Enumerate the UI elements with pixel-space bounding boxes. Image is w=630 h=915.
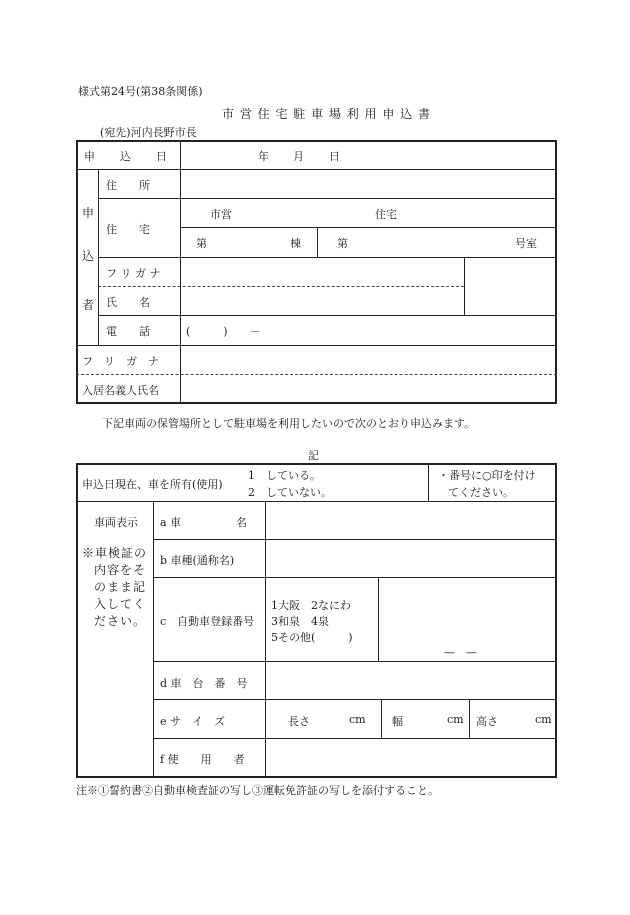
length-label: 長さ bbox=[288, 715, 310, 728]
vehicle-note-2: 内容をそ bbox=[94, 563, 147, 577]
own-label: 申込日現在、車を所有(使用) bbox=[82, 478, 223, 491]
own-note-1: ・番号に○印を付け bbox=[438, 469, 536, 482]
applicant-char-3: 者 bbox=[82, 298, 95, 312]
row-c-label: c 自動車登録番号 bbox=[160, 615, 255, 628]
height-unit: cm bbox=[535, 713, 552, 726]
page-title: 市 営 住 宅 駐 車 場 利 用 申 込 書 bbox=[222, 107, 431, 121]
vehicle-display-label: 車両表示 bbox=[94, 516, 138, 529]
vehicle-note-4: 入してく bbox=[94, 597, 147, 611]
room-prefix: 第 bbox=[337, 237, 348, 250]
furigana2-label: フ リ ガ ナ bbox=[82, 355, 159, 368]
reg-option-3: 5その他( ) bbox=[271, 631, 353, 644]
address-label: 住 所 bbox=[106, 179, 150, 192]
applicant-char-1: 申 bbox=[82, 206, 95, 220]
row-f-label: f 使 用 者 bbox=[160, 753, 245, 766]
furigana-label: フ リ ガ ナ bbox=[106, 267, 161, 280]
width-unit: cm bbox=[447, 713, 464, 726]
date-day: 日 bbox=[329, 150, 340, 163]
width-label: 幅 bbox=[392, 715, 403, 728]
apply-date-label: 申 込 日 bbox=[84, 150, 168, 163]
row-b-label: b 車種(通称名) bbox=[160, 554, 235, 567]
building-prefix: 第 bbox=[196, 237, 207, 250]
vehicle-note-1: ※車検証の bbox=[82, 546, 148, 560]
row-a-label: a 車 名 bbox=[160, 516, 248, 529]
footer-note: 注※①誓約書②自動車検査証の写し③運転免許証の写しを添付すること。 bbox=[76, 784, 439, 797]
height-label: 高さ bbox=[476, 715, 498, 728]
ki-label: 記 bbox=[308, 449, 319, 462]
name-label: 氏 名 bbox=[106, 296, 150, 309]
vehicle-note-3: のまま記 bbox=[94, 580, 147, 594]
room-suffix: 号室 bbox=[515, 237, 537, 250]
own-option-2: 2 していない。 bbox=[248, 486, 332, 499]
own-note-2: てください。 bbox=[448, 486, 514, 499]
reg-option-2: 3和泉 4泉 bbox=[271, 615, 329, 628]
phone-format: ( ) － bbox=[186, 325, 261, 338]
reg-option-1: 1大阪 2なにわ bbox=[271, 599, 351, 612]
housing-label: 住 宅 bbox=[106, 223, 150, 236]
row-d-label: d 車 台 番 号 bbox=[160, 677, 248, 690]
vehicle-note-5: ださい。 bbox=[94, 614, 147, 628]
row-e-label: e サ イ ズ bbox=[160, 715, 226, 728]
own-option-1: 1 している。 bbox=[248, 469, 321, 482]
date-year: 年 bbox=[258, 150, 269, 163]
form-number: 様式第24号(第38条関係) bbox=[78, 85, 203, 98]
intro-text: 下記車両の保管場所として駐車場を利用したいので次のとおり申込みます。 bbox=[102, 417, 476, 430]
housing-city: 市営 bbox=[210, 208, 232, 221]
reg-dashes: — — bbox=[444, 646, 477, 659]
housing-suffix: 住宅 bbox=[375, 208, 397, 221]
resident-name-label: 入居名義人氏名 bbox=[82, 384, 159, 397]
addressee: (宛先)河内長野市長 bbox=[100, 126, 197, 139]
length-unit: cm bbox=[349, 713, 366, 726]
phone-label: 電 話 bbox=[106, 325, 150, 338]
date-month: 月 bbox=[293, 150, 304, 163]
building-suffix: 棟 bbox=[290, 237, 301, 250]
applicant-char-2: 込 bbox=[82, 249, 95, 263]
